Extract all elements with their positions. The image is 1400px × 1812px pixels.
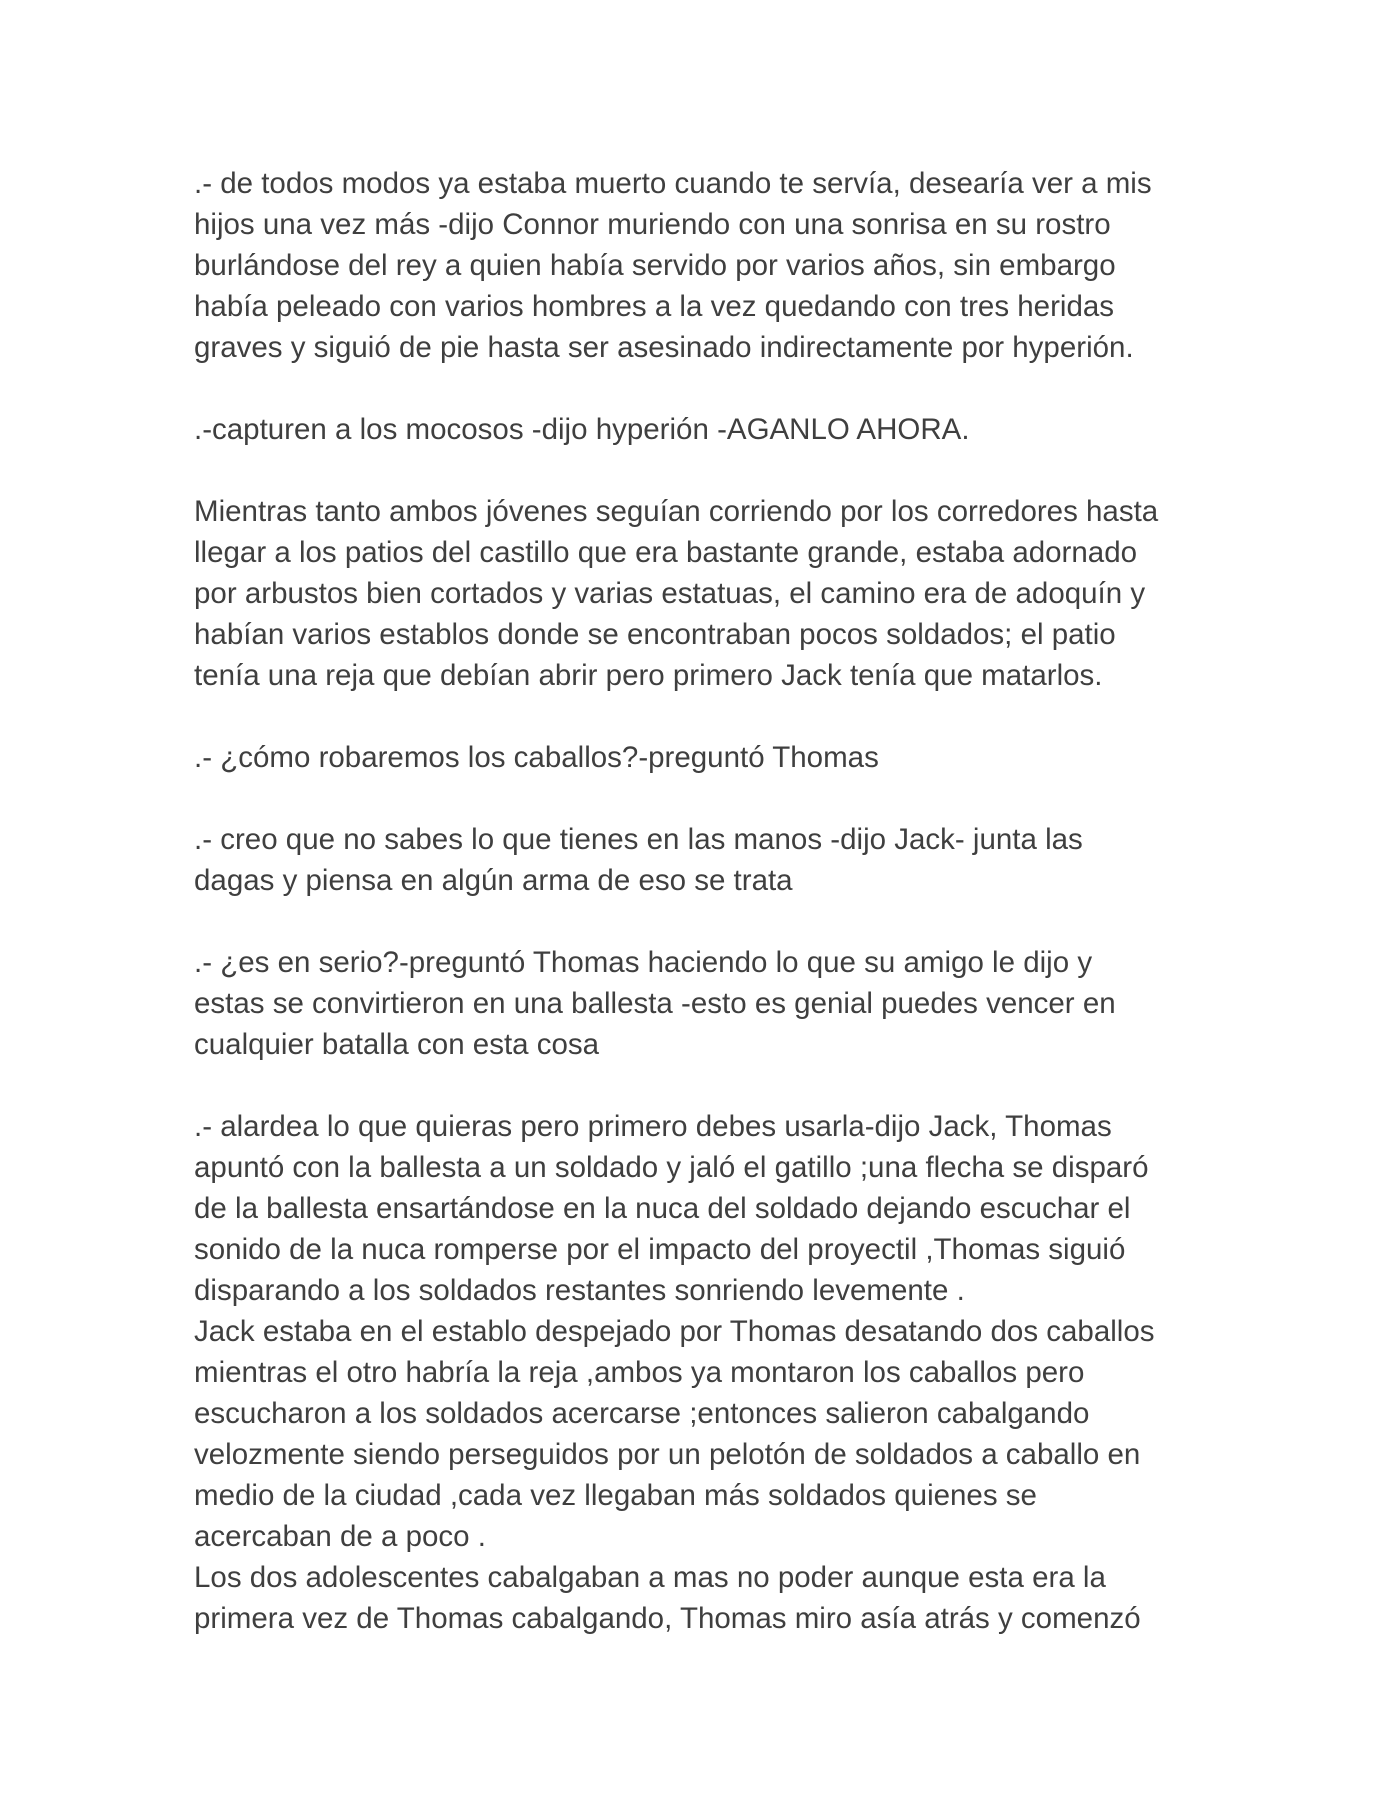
paragraph-gap	[194, 368, 1234, 409]
text-line: disparando a los soldados restantes sonriendo levemente .	[194, 1274, 965, 1307]
paragraph-gap	[194, 1065, 1234, 1106]
text-line: de la ballesta ensartándose en la nuca del soldado dejando escuchar el	[194, 1192, 1131, 1225]
text-line: mientras el otro habría la reja ,ambos ya montaron los caballos pero	[194, 1356, 1085, 1389]
paragraph-gap	[194, 696, 1234, 737]
text-line: apuntó con la ballesta a un soldado y jaló el gatillo ;una flecha se disparó	[194, 1151, 1149, 1184]
text-line: llegar a los patios del castillo que era bastante grande, estaba adornado	[194, 536, 1138, 569]
text-line: acercaban de a poco .	[194, 1520, 486, 1553]
document-body	[194, 163, 1234, 1639]
text-line: graves y siguió de pie hasta ser asesinado indirectamente por hyperión.	[194, 331, 1134, 364]
text-line: tenía una reja que debían abrir pero primero Jack tenía que matarlos.	[194, 659, 1103, 692]
text-line: primera vez de Thomas cabalgando, Thomas miro asía atrás y comenzó	[194, 1602, 1141, 1635]
paragraph-gap	[194, 901, 1234, 942]
paragraph-gap	[194, 778, 1234, 819]
text-line: velozmente siendo perseguidos por un pelotón de soldados a caballo en	[194, 1438, 1141, 1471]
text-line: por arbustos bien cortados y varias estatuas, el camino era de adoquín y	[194, 577, 1146, 610]
text-line: dagas y piensa en algún arma de eso se trata	[194, 864, 793, 897]
text-line: medio de la ciudad ,cada vez llegaban más soldados quienes se	[194, 1479, 1037, 1512]
text-line: hijos una vez más -dijo Connor muriendo con una sonrisa en su rostro	[194, 208, 1111, 241]
text-line: sonido de la nuca romperse por el impacto del proyectil ,Thomas siguió	[194, 1233, 1126, 1266]
text-line: Mientras tanto ambos jóvenes seguían corriendo por los corredores hasta	[194, 495, 1159, 528]
text-line: escucharon a los soldados acercarse ;entonces salieron cabalgando	[194, 1397, 1090, 1430]
text-line: cualquier batalla con esta cosa	[194, 1028, 600, 1061]
text-line: burlándose del rey a quien había servido por varios años, sin embargo	[194, 249, 1116, 282]
text-line: .- creo que no sabes lo que tienes en las manos -dijo Jack- junta las	[194, 823, 1083, 856]
text-line: habían varios establos donde se encontraban pocos soldados; el patio	[194, 618, 1116, 651]
text-line: .-capturen a los mocosos -dijo hyperión -AGANLO AHORA.	[194, 413, 970, 446]
paragraph-gap	[194, 450, 1234, 491]
text-line: .- ¿cómo robaremos los caballos?-preguntó Thomas	[194, 741, 879, 774]
text-line: Jack estaba en el establo despejado por Thomas desatando dos caballos	[194, 1315, 1155, 1348]
text-line: había peleado con varios hombres a la vez quedando con tres heridas	[194, 290, 1115, 323]
text-line: Los dos adolescentes cabalgaban a mas no poder aunque esta era la	[194, 1561, 1106, 1594]
text-line: .- de todos modos ya estaba muerto cuando te servía, desearía ver a mis	[194, 167, 1152, 200]
text-line: .- alardea lo que quieras pero primero debes usarla-dijo Jack, Thomas	[194, 1110, 1112, 1143]
text-line: .- ¿es en serio?-preguntó Thomas haciendo lo que su amigo le dijo y	[194, 946, 1093, 979]
text-line: estas se convirtieron en una ballesta -esto es genial puedes vencer en	[194, 987, 1116, 1020]
